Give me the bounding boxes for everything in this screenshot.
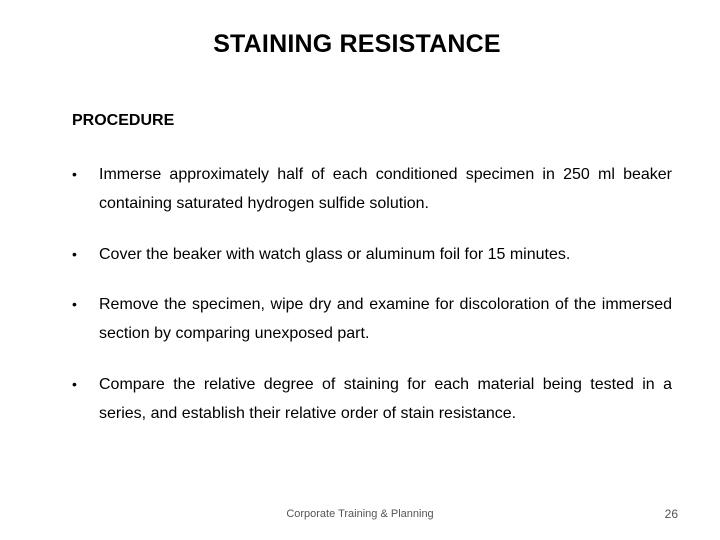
bullet-icon: •: [72, 246, 77, 262]
bullet-item: [72, 160, 672, 218]
bullet-icon: •: [72, 376, 77, 392]
bullet-list: [72, 160, 672, 450]
bullet-text: Remove the specimen, wipe dry and examine for discoloration of the immersed section by comparing unexposed part.: [99, 296, 672, 342]
slide-title: STAINING RESISTANCE: [213, 30, 501, 58]
section-heading: PROCEDURE: [72, 112, 175, 129]
footer-organization: Corporate Training & Planning: [286, 508, 434, 520]
bullet-item: [72, 240, 672, 269]
bullet-text: Immerse approximately half of each conditioned specimen in 250 ml beaker containing saturated hydrogen sulfide solution.: [99, 166, 672, 212]
bullet-item: [72, 290, 672, 348]
bullet-text: Compare the relative degree of staining for each material being tested in a series, and establish their relative order of stain resistance.: [99, 376, 672, 422]
bullet-icon: •: [72, 166, 77, 182]
page-number: 26: [664, 507, 678, 521]
bullet-item: [72, 370, 672, 428]
bullet-text: Cover the beaker with watch glass or aluminum foil for 15 minutes.: [99, 246, 571, 263]
bullet-icon: •: [72, 296, 77, 312]
